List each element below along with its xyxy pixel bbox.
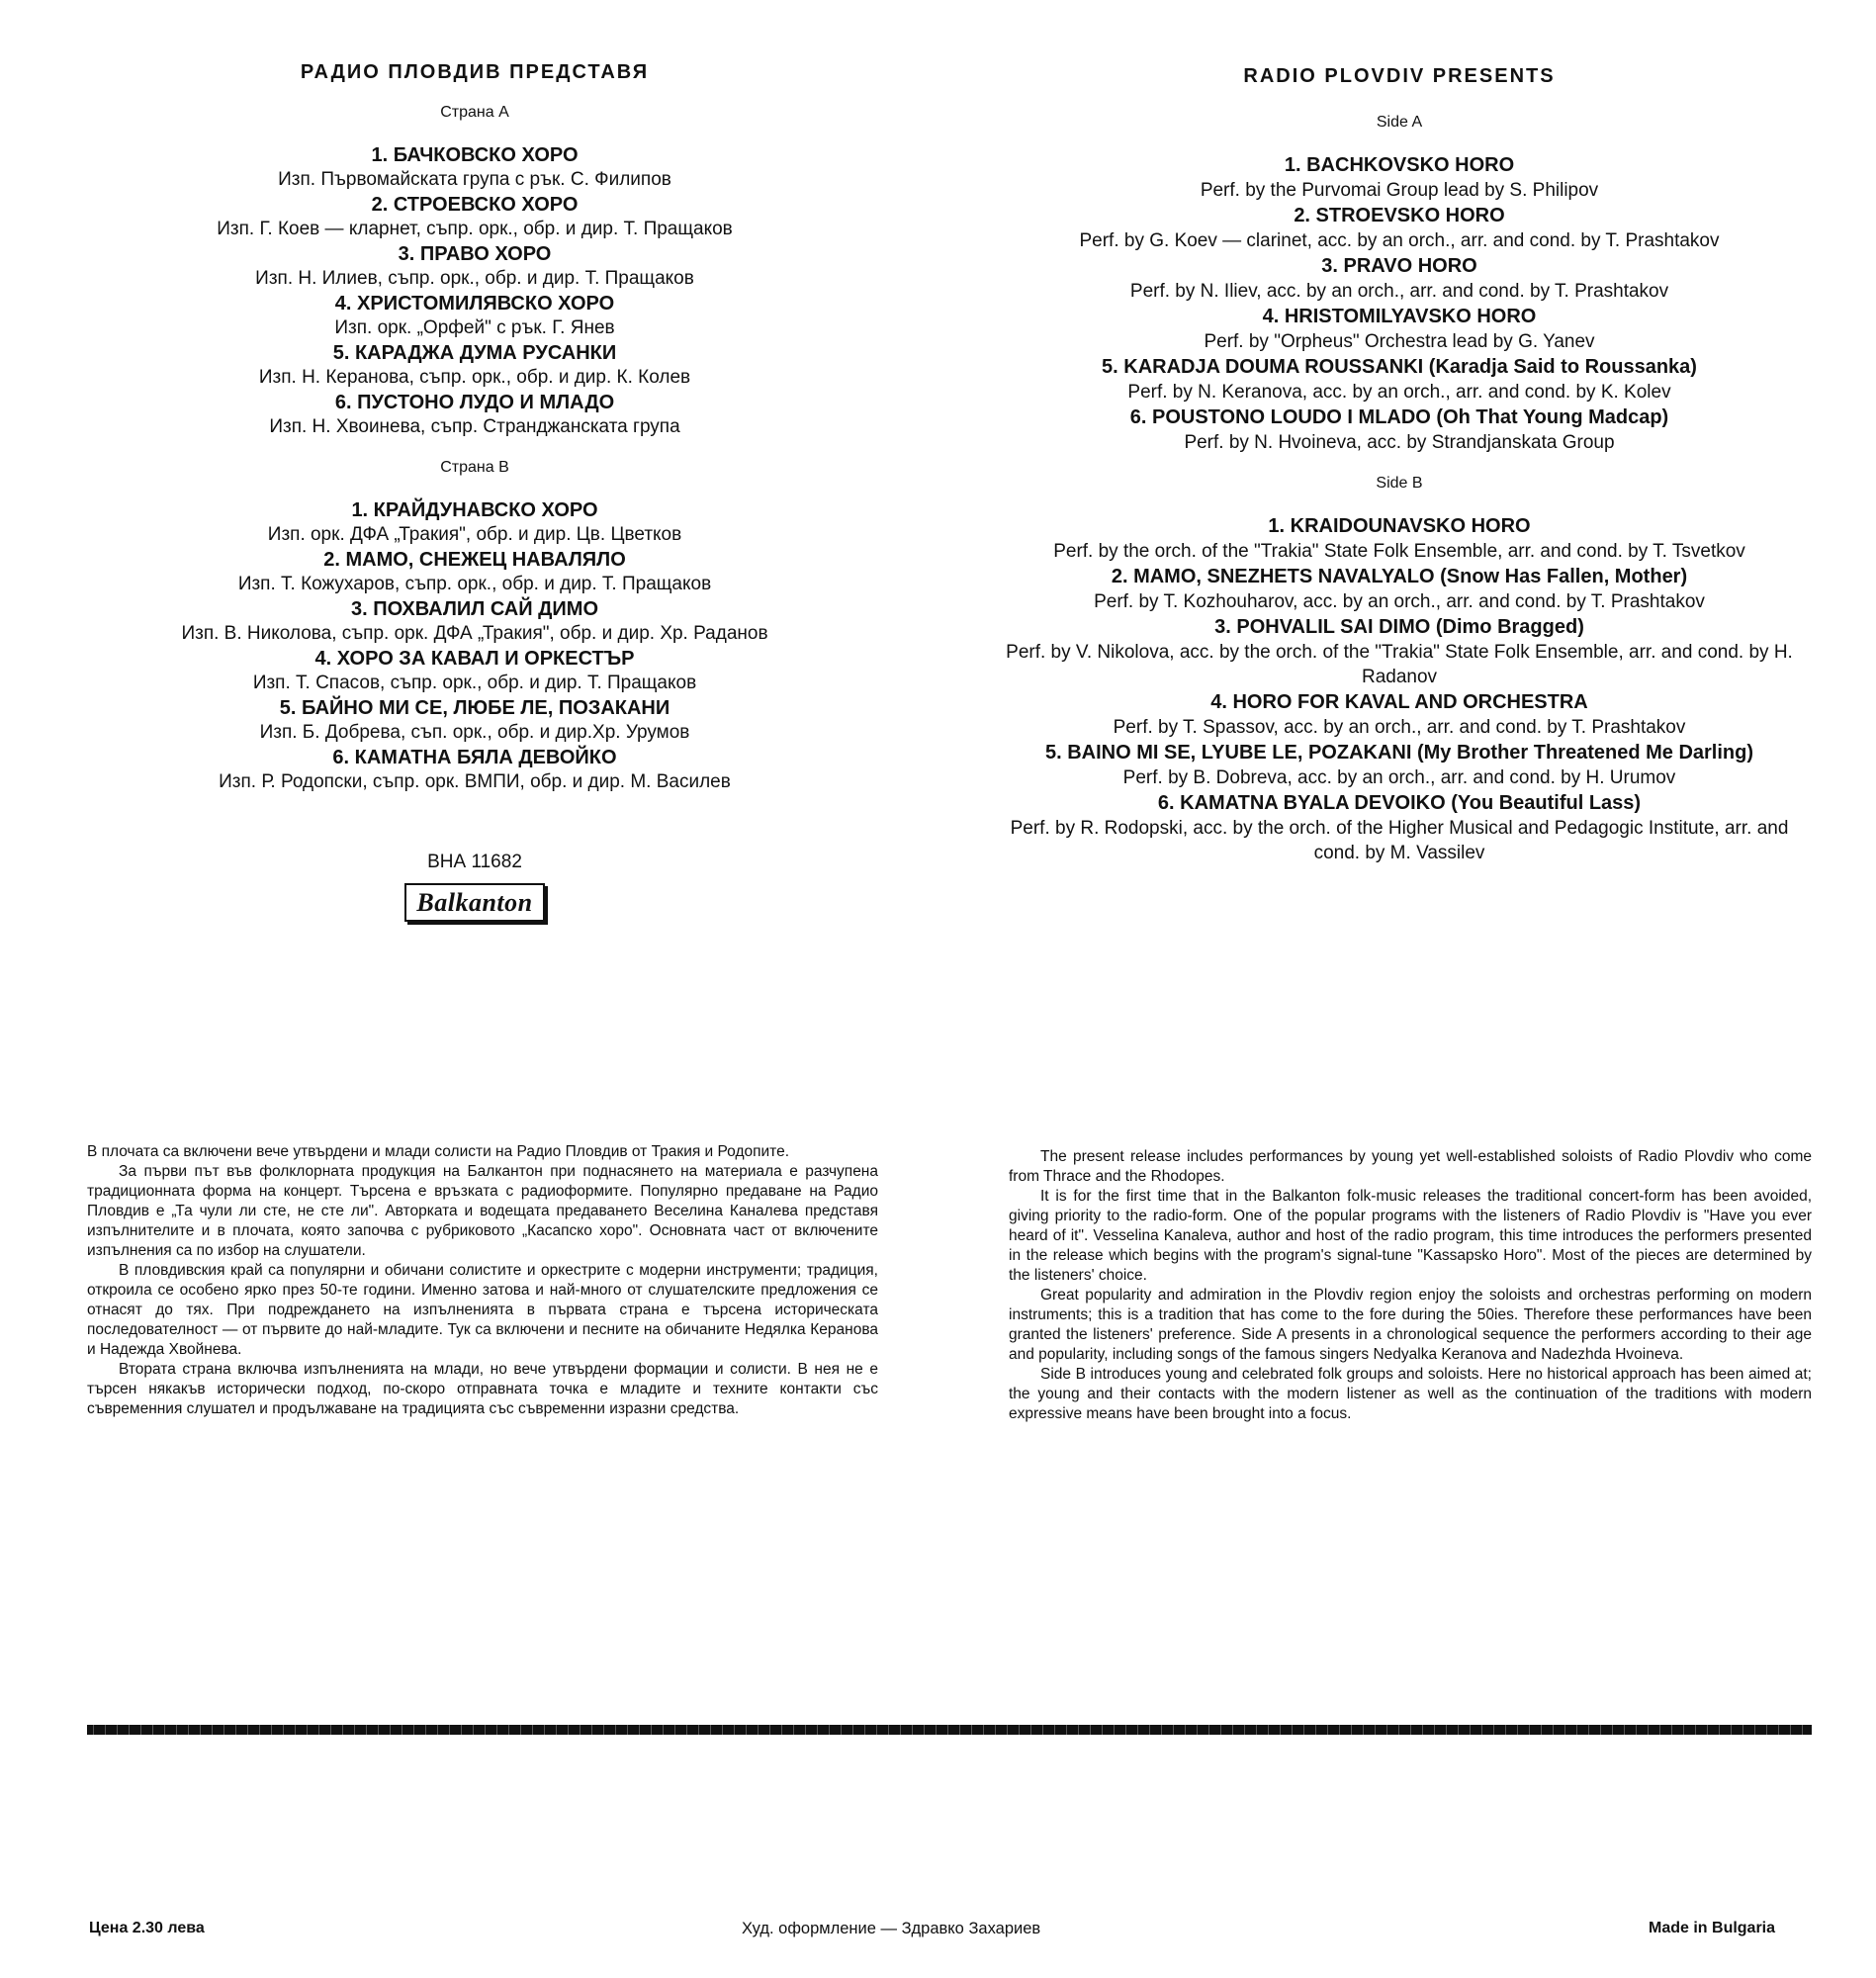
english-side-a-label: Side A [1376, 114, 1423, 131]
track-title: 5. KARADJA DOUMA ROUSSANKI (Karadja Said to Roussanka) [1102, 356, 1697, 378]
track-performers: Perf. by T. Spassov, acc. by an orch., arr. and cond. by T. Prashtakov [1113, 717, 1686, 738]
track-performers: Изп. Първомайската група с рък. С. Филипов [278, 169, 671, 190]
track-title: 2. STROEVSKO HORO [1294, 205, 1505, 226]
notes-paragraph: Втората страна включва изпълненията на млади, но вече утвърдени формации и солисти. В нея не е търсен някакъв исторически подход, по-скоро отправната точка е младите и техните контакти със съвременния слушател и продължаване на традицията със съвременни изразни средства. [87, 1361, 878, 1417]
horizontal-divider [87, 1725, 1812, 1735]
designer-credit: Худ. оформление — Здравко Захариев [742, 1920, 1041, 1937]
track-item [989, 254, 1810, 304]
track-title: 1. БАЧКОВСКО ХОРО [371, 144, 579, 166]
track-title: 4. ХРИСТОМИЛЯВСКО ХОРО [334, 293, 615, 315]
track-item [989, 153, 1810, 203]
price-label: Цена 2.30 лева [89, 1920, 205, 1936]
track-performers: Perf. by N. Keranova, acc. by an orch., arr. and cond. by K. Kolev [1127, 382, 1671, 403]
track-item [148, 292, 801, 340]
track-item [148, 143, 801, 192]
track-item [989, 204, 1810, 253]
track-item [148, 548, 801, 596]
track-title: 4. HORO FOR KAVAL AND ORCHESTRA [1210, 691, 1588, 713]
balkanton-logo: Balkanton [404, 883, 544, 922]
notes-paragraph: За първи път във фолклорната продукция на Балкантон при поднасянето на материала е разчупена традиционната форма на концерт. Търсена е връзката с радиоформите. Популярно предаване на Радио Пловдив е „Та чули ли сте, не сте ли". Авторката и водещата предаването Веселина Каналева представя изпълнителите и в плочата, която започва с рубриковото „Касапско хоро". Основната част от включените изпълнения са по избор на слушатели. [87, 1163, 878, 1259]
catalog-number: ВНА 11682 [427, 852, 522, 872]
track-item [989, 690, 1810, 740]
track-title: 2. МАМО, СНЕЖЕЦ НАВАЛЯЛО [323, 549, 626, 571]
track-performers: Изп. Р. Родопски, съпр. орк. ВМПИ, обр. и дир. М. Василев [219, 771, 731, 792]
track-item [989, 405, 1810, 455]
track-item [989, 791, 1810, 865]
notes-paragraph: It is for the first time that in the Balkanton folk-music releases the traditional concert-form has been avoided, giving priority to the radio-form. One of the popular programs with the listeners of Radio Plovdiv is "Have you ever heard of it". Vesselina Kanaleva, author and host of the radio program, this time introduces the performers presented in the release which begins with the program's signal-tune "Kassapsko Horo". Most of the pieces are determined by the listeners' choice. [1009, 1188, 1812, 1284]
track-performers: Perf. by "Orpheus" Orchestra lead by G. Yanev [1204, 331, 1595, 352]
track-performers: Изп. Н. Керанова, съпр. орк., обр. и дир. К. Колев [258, 367, 691, 388]
english-heading: RADIO PLOVDIV PRESENTS [1243, 65, 1556, 87]
track-title: 6. KAMATNA BYALA DEVOIKO (You Beautiful Lass) [1157, 792, 1642, 814]
track-item [989, 305, 1810, 354]
notes-paragraph: В пловдивския край са популярни и обичани солистите и оркестрите с модерни инструменти; традиция, откроила се особено ярко през 50-те години. Именно затова и най-много от слушателските предложения се отнасят до тях. При подреждането на изпълненията в първата страна е търсена историческата последователност — от първите до най-младите. Тук са включени и песните на обичаните Недялка Керанова и Надежда Хвойнева. [87, 1262, 878, 1358]
notes-paragraph: Side B introduces young and celebrated folk groups and soloists. Here no historical approach has been aimed at; the young and their contacts with the modern listener as well as the continuation of the traditions with modern expressive means have been brought into a focus. [1009, 1366, 1812, 1422]
track-title: 6. ПУСТОНО ЛУДО И МЛАДО [334, 392, 615, 413]
track-performers: Изп. Н. Хвоинева, съпр. Странджанската група [269, 416, 680, 437]
track-performers: Изп. Т. Кожухаров, съпр. орк., обр. и дир. Т. Пращаков [237, 574, 712, 594]
track-title: 6. КАМАТНА БЯЛА ДЕВОЙКО [332, 747, 617, 768]
track-performers: Изп. орк. „Орфей" с рък. Г. Янев [334, 317, 615, 338]
track-performers: Perf. by N. Iliev, acc. by an orch., arr. and cond. by T. Prashtakov [1129, 281, 1669, 302]
track-performers: Изп. Г. Коев — кларнет, съпр. орк., обр. и дир. Т. Пращаков [217, 219, 733, 239]
english-liner-notes [1009, 1147, 1812, 1424]
track-item [148, 242, 801, 291]
bulgarian-heading: РАДИО ПЛОВДИВ ПРЕДСТАВЯ [300, 61, 650, 83]
notes-paragraph: В плочата са включени вече утвърдени и млади солисти на Радио Пловдив от Тракия и Родопите. [87, 1143, 790, 1160]
track-item [148, 597, 801, 646]
track-title: 2. MAMO, SNEZHETS NAVALYALO (Snow Has Fallen, Mother) [1111, 566, 1688, 587]
track-title: 3. ПРАВО ХОРО [398, 243, 552, 265]
english-side-b-list [989, 514, 1810, 865]
track-item [148, 391, 801, 439]
track-item [989, 514, 1810, 564]
track-item [989, 615, 1810, 689]
track-performers: Изп. Т. Спасов, съпр. орк., обр. и дир. Т. Пращаков [252, 673, 697, 693]
bulgarian-side-b-label: Страна В [440, 459, 509, 476]
track-performers: Perf. by G. Koev — clarinet, acc. by an orch., arr. and cond. by T. Prashtakov [1079, 230, 1720, 251]
track-performers: Изп. Б. Добрева, съп. орк., обр. и дир.Хр. Урумов [259, 722, 690, 743]
bulgarian-side-a-label: Страна А [440, 104, 509, 121]
track-item [989, 741, 1810, 790]
track-performers: Изп. В. Николова, съпр. орк. ДФА „Тракия", обр. и дир. Хр. Раданов [181, 623, 768, 644]
bulgarian-liner-notes [87, 1142, 878, 1419]
track-performers: Perf. by R. Rodopski, acc. by the orch. of the Higher Musical and Pedagogic Institute, arr. and cond. by M. Vassilev [1010, 818, 1789, 863]
track-title: 4. ХОРО ЗА КАВАЛ И ОРКЕСТЪР [314, 648, 635, 670]
track-item [148, 696, 801, 745]
track-title: 2. СТРОЕВСКО ХОРО [371, 194, 579, 216]
track-item [148, 498, 801, 547]
track-title: 4. HRISTOMILYAVSKO HORO [1262, 306, 1537, 327]
track-title: 3. ПОХВАЛИЛ САЙ ДИМО [350, 598, 599, 620]
bulgarian-track-listing [148, 61, 801, 922]
track-performers: Perf. by the Purvomai Group lead by S. Philipov [1200, 180, 1599, 201]
made-in-label: Made in Bulgaria [1649, 1920, 1776, 1936]
track-performers: Perf. by V. Nikolova, acc. by the orch. of the "Trakia" State Folk Ensemble, arr. and cond. by H. Radanov [1006, 642, 1793, 687]
track-title: 3. POHVALIL SAI DIMO (Dimo Bragged) [1214, 616, 1584, 638]
track-title: 3. PRAVO HORO [1321, 255, 1477, 277]
track-item [989, 565, 1810, 614]
bulgarian-side-b-list [148, 498, 801, 794]
track-performers: Perf. by the orch. of the "Trakia" State Folk Ensemble, arr. and cond. by T. Tsvetkov [1053, 541, 1745, 562]
track-item [148, 746, 801, 794]
track-performers: Изп. орк. ДФА „Тракия", обр. и дир. Цв. Цветков [267, 524, 682, 545]
track-performers: Perf. by T. Kozhouharov, acc. by an orch., arr. and cond. by T. Prashtakov [1094, 591, 1705, 612]
notes-paragraph: The present release includes performances by young yet well-established soloists of Radio Plovdiv who come from Thrace and the Rhodopes. [1009, 1148, 1812, 1185]
track-title: 5. КАРАДЖА ДУМА РУСАНКИ [332, 342, 617, 364]
track-performers: Perf. by N. Hvoineva, acc. by Strandjanskata Group [1184, 432, 1615, 453]
bulgarian-side-a-list [148, 143, 801, 439]
track-title: 5. БАЙНО МИ СЕ, ЛЮБЕ ЛЕ, ПОЗАКАНИ [279, 697, 670, 719]
track-item [148, 193, 801, 241]
track-performers: Perf. by B. Dobreva, acc. by an orch., arr. and cond. by H. Urumov [1122, 767, 1676, 788]
track-title: 1. КРАЙДУНАВСКО ХОРО [351, 499, 598, 521]
track-performers: Изп. Н. Илиев, съпр. орк., обр. и дир. Т. Пращаков [255, 268, 694, 289]
english-track-listing [989, 65, 1810, 866]
track-title: 1. KRAIDOUNAVSKO HORO [1268, 515, 1531, 537]
notes-paragraph: Great popularity and admiration in the Plovdiv region enjoy the soloists and orchestras performing on modern instruments; this is a tradition that has come to the fore during the 50ies. Therefore these performances have been granted the listeners' preference. Side A presents in a chronological sequence the performers according to their age and popularity, including songs of the famous singers Nedyalka Keranova and Nadezhda Hvoineva. [1009, 1287, 1812, 1363]
track-item [148, 341, 801, 390]
track-item [989, 355, 1810, 405]
english-side-a-list [989, 153, 1810, 455]
track-title: 6. POUSTONO LOUDO I MLADO (Oh That Young Madcap) [1129, 406, 1669, 428]
track-item [148, 647, 801, 695]
english-side-b-label: Side B [1376, 475, 1423, 492]
track-title: 1. BACHKOVSKO HORO [1284, 154, 1515, 176]
track-title: 5. BAINO MI SE, LYUBE LE, POZAKANI (My Brother Threatened Me Darling) [1044, 742, 1753, 764]
